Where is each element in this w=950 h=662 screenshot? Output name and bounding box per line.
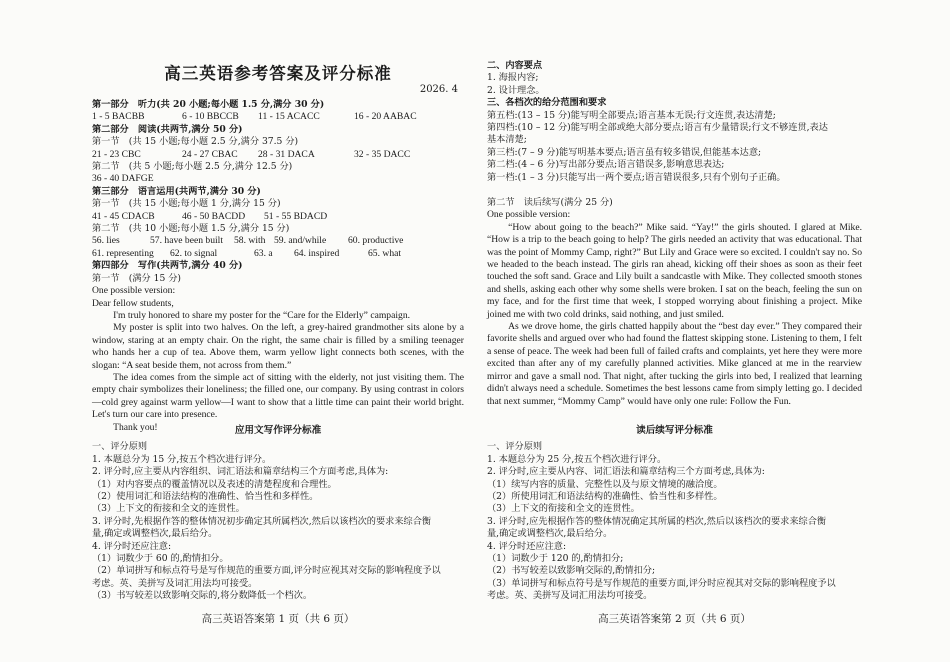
rubric-line: （2）单词拼写和标点符号是写作规范的重要方面,评分时应视其对交际的影响程度予以 [92,565,441,577]
answer-group: 1 - 5 BACBB [92,111,145,123]
level-line: 第一档:(1 – 3 分)只能写出一两个要点;语言错误很多,只有个别句子正确。 [487,171,786,183]
rubric-line: 2. 评分时,应主要从内容组织、词汇语法和篇章结构三个方面考虑,具体为: [92,466,389,478]
rubric-line: 1. 本题总分为 15 分,按五个档次进行评分。 [92,453,272,465]
level-line: 第二档:(4 – 6 分)写出部分要点;语言错误多,影响意思表达; [487,159,725,171]
part4-heading: 第四部分 写作(共两节,满分 40 分) [92,260,243,272]
answer-group: 32 - 35 DACC [354,148,411,160]
rubric-line: （3）单词拼写和标点符号是写作规范的重要方面,评分时应视其对交际的影响程度予以 [487,577,836,589]
rubric-line: 量,确定或调整档次,最后给分。 [92,528,218,540]
answer-group: 6 - 10 BBCCB [182,111,239,123]
grammar-answer: 63. a [254,247,273,259]
content-point: 2. 设计理念。 [487,84,545,96]
grammar-answer: 60. productive [348,235,404,247]
answer-keys [92,99,464,434]
grammar-answer: 56. lies [92,235,120,247]
letter-salutation: Dear fellow students, [92,297,174,309]
grammar-answer: 65. what [368,247,402,259]
grammar-answer: 62. to signal [170,247,218,259]
rubric-line: （3）上下文的衔接和全文的连贯性。 [92,503,245,515]
letter-closing: Thank you! [113,421,158,433]
answer-group: 16 - 20 AABAC [354,111,417,123]
rubric-line: 一、评分原则 [92,441,148,453]
grammar-answers-row1 [92,235,464,247]
level-line: 第三档:(7 – 9 分)能写明基本要点;语言虽有较多错误,但能基本达意; [487,146,762,158]
continuation-rubric [487,425,862,603]
grammar-answer: 64. inspired [294,247,340,259]
part2-heading: 第二部分 阅读(共两节,满分 50 分) [92,123,243,135]
rubric-line: 4. 评分时还应注意: [487,540,567,552]
part4-section1: 第一节 (满分 15 分) [92,272,182,284]
content-point: 1. 海报内容; [487,72,539,84]
part2-section2: 第二节 (共 5 小题;每小题 2.5 分,满分 12.5 分) [92,161,293,173]
answer-group: 11 - 15 ACACC [258,111,320,123]
cloze-answers [92,211,464,223]
section2-heading: 第二节 读后续写(满分 25 分) [487,197,613,208]
answer-group: 46 - 50 BACDD [182,210,246,222]
one-possible-version: One possible version: [92,285,176,297]
level-line: 第四档:(10 – 12 分)能写明全部或绝大部分要点;语言有少量错误;行文不够连贯,表达 [487,122,828,134]
rubric-line: （1）词数少于 60 的,酌情扣分。 [92,553,229,565]
level-line: 基本清楚; [487,134,527,146]
rubric-line: （2）书写较差以致影响交际的,酌情扣分; [487,565,656,577]
answer-group: 24 - 27 CBAC [182,148,238,160]
letter-paragraph: My poster is split into two halves. On the left, a grey-haired grandmother sits alone by a window, staring at an empty chair. On the right, the same chair is filled by a smiling teenager who hands her a cup of tea. Above them, warm yellow light connects both scenes, with the slogan: “A seat beside them, not across from them.” [92,322,464,371]
grammar-answer: 59. and/while [274,235,327,247]
rubric-title: 读后续写评分标准 [636,425,713,436]
rubric-title: 应用文写作评分标准 [234,425,322,436]
rubric-line: 3. 评分时,先根据作答的整体情况初步确定其所属档次,然后以该档次的要求来综合衡 [92,515,432,527]
section-heading: 三、各档次的给分范围和要求 [487,97,607,109]
rubric-line: 1. 本题总分为 25 分,按五个档次进行评分。 [487,453,667,465]
rubric-line: （1）对内容要点的覆盖情况以及表述的清楚程度和合理性。 [92,478,337,490]
part3-section1: 第一节 (共 15 小题;每小题 1 分,满分 15 分) [92,198,281,210]
part3-heading: 第三部分 语言运用(共两节,满分 30 分) [92,185,261,197]
reading2-answers: 36 - 40 DAFGE [92,173,154,185]
grammar-answer: 61. representing [92,247,154,259]
part3-section2: 第二节 (共 10 小题;每小题 1.5 分,满分 15 分) [92,223,290,235]
grammar-answer: 57. have been built [150,235,223,247]
part1-heading: 第一部分 听力(共 20 小题;每小题 1.5 分,满分 30 分) [92,99,325,110]
rubric-line: 3. 评分时,应先根据作答的整体情况确定其所属的档次,然后以该档次的要求来综合衡 [487,515,827,527]
story-paragraph: “How about going to the beach?” Mike said. “Yay!” the girls shouted. I glared at Mike. “How is a trip to the beach going to help? The girls needed an activity that was educational. That was the point of Mommy Camp, right?” But Lily and Grace were so excited. I couldn't say no. So we headed to the beach instead. The girls ran ahead, kicking off their shoes as soon as their feet touched the soft sand. Grace and Lily built a sandcastle with Mike. They collected smooth stones and shells, asking each other why some shells were broken. I sat on the beach, feeling the sun on my face, and for the first time that week, I stopped worrying about finishing a project. Mike joined me with two cold drinks, said nothing, and just smiled. [487,221,863,320]
level-line: 第五档:(13 – 15 分)能写明全部要点;语言基本无误;行文连贯,表达清楚; [487,109,776,121]
section-heading: 二、内容要点 [487,60,543,71]
reading-answers [92,149,464,161]
rubric-line: 2. 评分时,应主要从内容、词汇语法和篇章结构三个方面考虑,具体为: [487,466,765,478]
rubric-line: （2）使用词汇和语法结构的准确性、恰当性和多样性。 [92,491,319,503]
rubric-line: 4. 评分时还应注意: [92,540,172,552]
rubric-line: （3）上下文的衔接和全文的连贯性。 [487,503,640,515]
exam-date: 2026. 4 [419,84,458,95]
scoring-levels [487,60,862,184]
rubric-line: 考虑。英、美拼写及词汇用法均可接受。 [92,577,258,589]
answer-group: 21 - 23 CBC [92,148,141,160]
rubric-line: （1）词数少于 120 的,酌情扣分; [487,553,624,565]
listening-answers [92,111,464,123]
continuation-writing [487,197,862,408]
letter-paragraph: The idea comes from the simple act of sitting with the elderly, not just visiting them. The empty chair symbolizes their loneliness; the filled one, our company. By using contrast in colors—cold grey against warm yellow—I want to show that a little time can paint their world bright. Let's turn our care into presence. [92,371,464,421]
letter-paragraph: I'm truly honored to share my poster for the “Care for the Elderly” campaign. [113,309,411,321]
answer-group: 51 - 55 BDACD [264,210,328,222]
answer-group: 41 - 45 CDACB [92,210,155,222]
rubric-line: （3）书写较差以致影响交际的,将分数降低一个档次。 [92,590,313,602]
part2-section1: 第一节 (共 15 小题;每小题 2.5 分,满分 37.5 分) [92,136,299,148]
grammar-answer: 58. with [234,235,266,247]
rubric-line: 一、评分原则 [487,441,543,453]
writing-rubric [92,425,464,603]
rubric-line: 考虑。英、美拼写及词汇用法均可接受。 [487,590,653,602]
answer-group: 28 - 31 DACA [258,148,315,160]
page-footer: 高三英语答案第 2 页（共 6 页） [598,613,751,625]
rubric-line: 量,确定或调整档次,最后给分。 [487,528,613,540]
rubric-line: （2）所使用词汇和语法结构的准确性、恰当性和多样性。 [487,491,723,503]
page-title: 高三英语参考答案及评分标准 [164,64,392,83]
page-footer: 高三英语答案第 1 页（共 6 页） [201,613,355,625]
left-page [92,0,464,662]
one-possible-version: One possible version: [487,209,571,221]
story-paragraph: As we drove home, the girls chatted happily about the “best day ever.” They compared their favorite shells and argued over who had found the flattest skipping stone. Listening to them, I felt a sense of peace. The week had been full of failed crafts and complaints, yet here they were more excited than after any of my carefully planned activities. Mike glanced at me in the rearview mirror and gave a small nod. That night, after tucking the girls into bed, I realized that learning didn't always need a schedule. Sometimes the best lessons came from simply letting go. I decided that next summer, “Mommy Camp” would have only one rule: Follow the Fun. [487,321,862,407]
grammar-answers-row2 [92,248,464,260]
rubric-line: （1）续写内容的质量、完整性以及与原文情境的融洽度。 [487,478,723,490]
right-page [487,0,862,662]
